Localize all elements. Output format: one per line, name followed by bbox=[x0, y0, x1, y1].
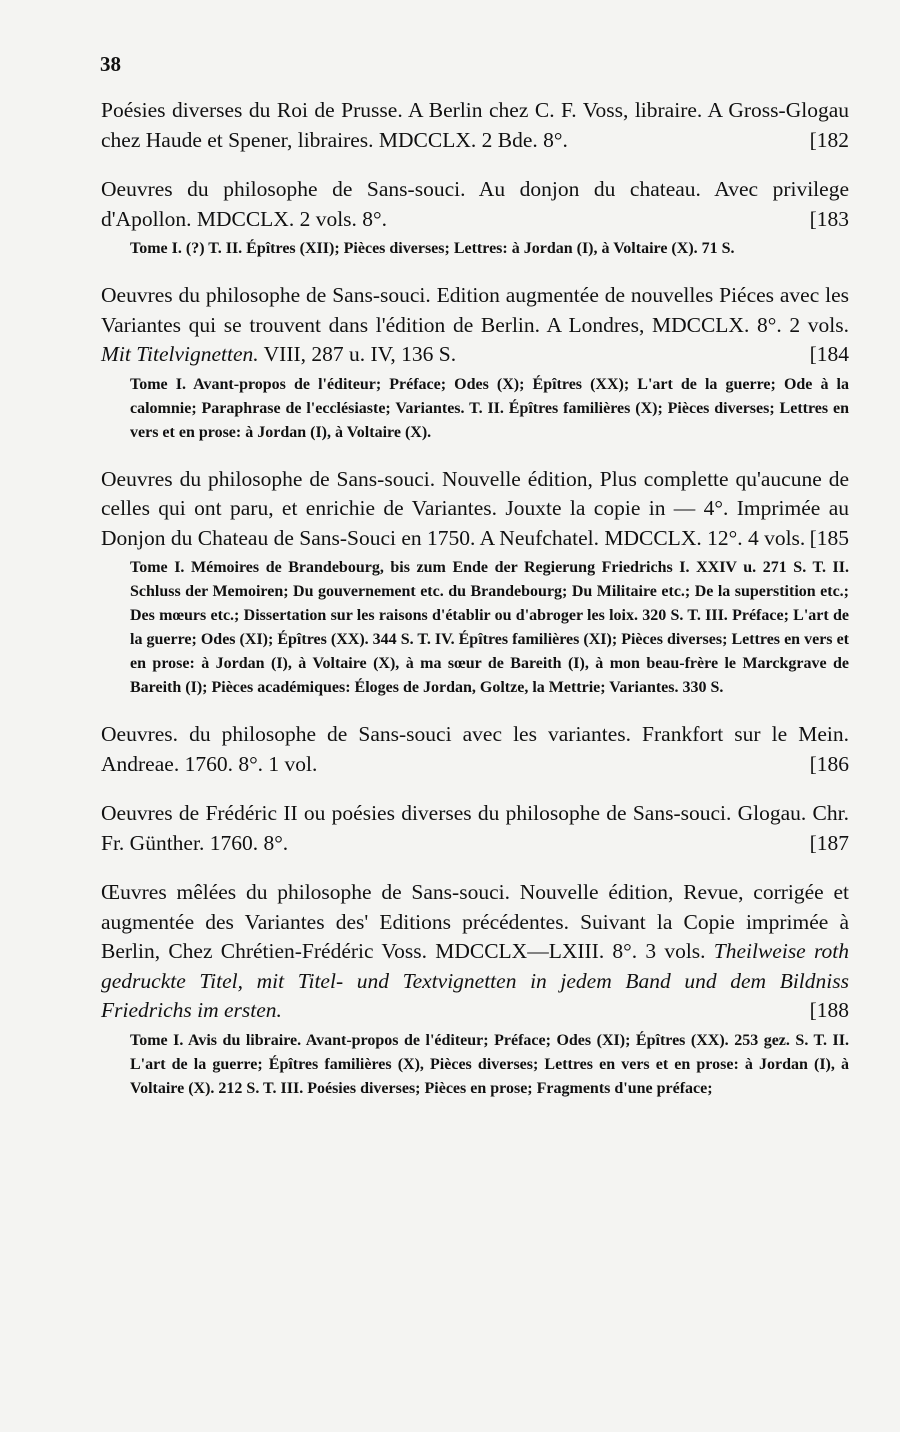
entry-number: [186 bbox=[809, 751, 849, 776]
entry-186 bbox=[101, 720, 849, 779]
entry-182 bbox=[101, 96, 849, 155]
entry-number: [182 bbox=[809, 127, 849, 152]
entry-note: Tome I. (?) T. II. Épîtres (XII); Pièces diverses; Lettres: à Jordan (I), à Voltaire (X). 71 S. bbox=[130, 240, 735, 257]
entry-184 bbox=[101, 281, 849, 445]
entry-note: Tome I. Mémoires de Brandebourg, bis zum Ende der Regierung Friedrichs I. XXIV u. 271 S. T. II. Schluss der Memoiren; Du gouvernement etc. du Brandebourg; Du Militaire etc.; De la superstition etc.; Des mœurs etc.; Dissertation sur les raisons d'établir ou d'abroger les loix. 320 S. T. III. Préface; L'art de la guerre; Odes (XI); Épîtres (XX). 344 S. T. IV. Épîtres familières (XI); Pièces diverses; Lettres en vers et en prose: à Jordan (I), à Voltaire (X), à ma sœur de Bareith (I), à mon beau-frère le Marckgrave de Bareith (I); Pièces académiques: Éloges de Jordan, Goltze, la Mettrie; Variantes. 330 S. bbox=[130, 559, 849, 696]
entry-number: [185 bbox=[809, 525, 849, 550]
entry-number: [187 bbox=[809, 830, 849, 855]
entry-text: Oeuvres du philosophe de Sans-souci. Edition augmentée de nouvelles Piéces avec les Variantes qui se trouvent dans l'édition de Berlin. A Londres, MDCCLX. 8°. 2 vols. Mit Titelvignetten. VIII, 287 u. IV, 136 S. [184 bbox=[101, 281, 849, 370]
entry-188 bbox=[101, 878, 849, 1101]
entry-text: Œuvres mêlées du philosophe de Sans-souci. Nouvelle édition, Revue, corrigée et augmentée des Variantes des' Editions précédentes. Suivant la Copie imprimée à Berlin, Chez Chrétien-Frédéric Voss. MDCCLX—LXIII. 8°. 3 vols. Theilweise roth gedruckte Titel, mit Titel- und Textvignetten in jedem Band und dem Bildniss Friedrichs im ersten. [188 bbox=[101, 878, 849, 1026]
entry-text: Poésies diverses du Roi de Prusse. A Berlin chez C. F. Voss, libraire. A Gross-Glogau chez Haude et Spener, libraires. MDCCLX. 2 Bde. 8°. [182 bbox=[101, 96, 849, 155]
entry-text: Oeuvres du philosophe de Sans-souci. Au donjon du chateau. Avec privilege d'Apollon. MDCCLX. 2 vols. 8°. [183 bbox=[101, 175, 849, 234]
entry-187 bbox=[101, 799, 849, 858]
entry-number: [184 bbox=[809, 342, 849, 366]
entry-italic-note: Theilweise roth gedruckte Titel, mit Titel- und Textvignetten in jedem Band und dem Bildniss Friedrichs im ersten. bbox=[101, 939, 849, 1022]
entry-text: Oeuvres du philosophe de Sans-souci. Nouvelle édition, Plus complette qu'aucune de celles qui ont paru, et enrichie de Variantes. Jouxte la copie in — 4°. Imprimée au Donjon du Chateau de Sans-Souci en 1750. A Neufchatel. MDCCLX. 12°. 4 vols. [185 bbox=[101, 465, 849, 554]
entry-183 bbox=[101, 175, 849, 261]
entry-note: Tome I. Avant-propos de l'éditeur; Préface; Odes (X); Épîtres (XX); L'art de la guerre; Ode à la calomnie; Paraphrase de l'ecclésiaste; Variantes. T. II. Épîtres familières (X); Pièces diverses; Lettres en vers et en prose: à Jordan (I), à Voltaire (X). bbox=[130, 375, 849, 441]
entry-185 bbox=[101, 465, 849, 701]
entry-note: Tome I. Avis du libraire. Avant-propos de l'éditeur; Préface; Odes (XI); Épîtres (XX). 253 gez. S. T. II. L'art de la guerre; Épîtres familières (X), Pièces diverses; Lettres en vers et en prose: à Jordan (I), à Voltaire (X). 212 S. T. III. Poésies diverses; Pièces en prose; Fragments d'une préface; bbox=[130, 1031, 849, 1097]
entry-text: Oeuvres de Frédéric II ou poésies diverses du philosophe de Sans-souci. Glogau. Chr. Fr. Günther. 1760. 8°. [187 bbox=[101, 799, 849, 858]
page-number: 38 bbox=[100, 52, 121, 76]
entry-number: [188 bbox=[809, 998, 849, 1022]
bibliography-list bbox=[101, 96, 849, 1121]
entry-italic-note: Mit Titelvignetten. bbox=[101, 342, 259, 366]
entry-text: Oeuvres. du philosophe de Sans-souci avec les variantes. Frankfort sur le Mein. Andreae. 1760. 8°. 1 vol. [186 bbox=[101, 720, 849, 779]
entry-number: [183 bbox=[809, 206, 849, 231]
